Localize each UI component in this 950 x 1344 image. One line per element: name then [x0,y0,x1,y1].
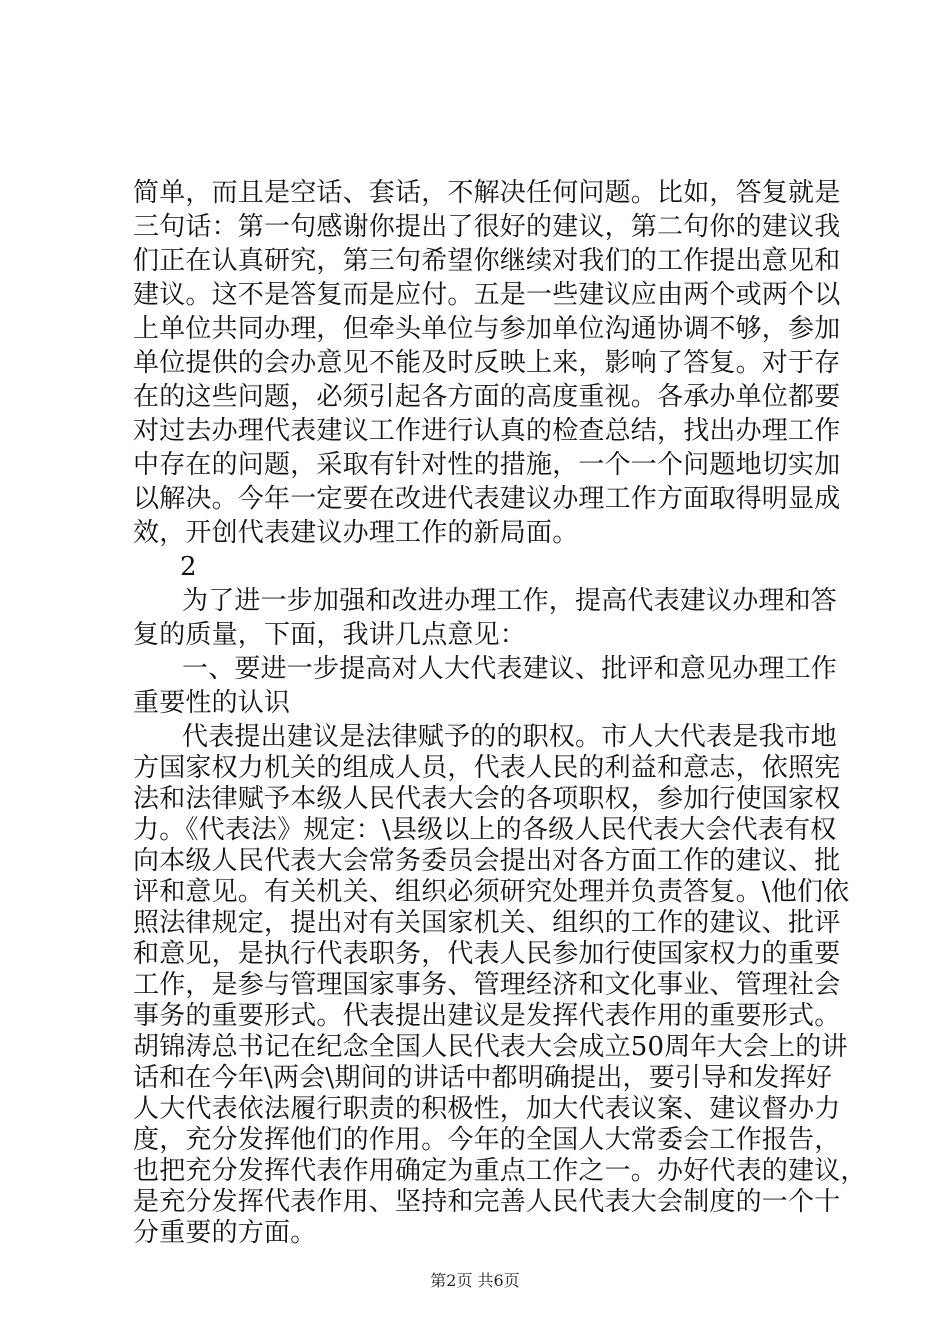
text-line: 效，开创代表建议办理工作的新局面。 [133,518,579,548]
text-line: 建议。这不是答复而是应付。五是一些建议应由两个或两个以 [133,280,841,310]
text-line: 话和在今年\两会\期间的讲话中都明确提出，要引导和发挥好 [133,1063,833,1093]
page-footer: 第2页 共6页 [430,1271,520,1290]
text-line: 评和意见。有关机关、组织必须研究处理并负责答复。\他们依 [133,877,850,907]
text-line: 也把充分发挥代表作用确定为重点工作之一。办好代表的建议， [133,1156,867,1186]
text-line: 在的这些问题，必须引起各方面的高度重视。各承办单位都要 [133,382,841,412]
text-line: 法和法律赋予本级人民代表大会的各项职权，参加行使国家权 [133,784,841,814]
text-line: 复的质量，下面，我讲几点意见： [133,620,527,650]
text-line: 方国家权力机关的组成人员，代表人民的利益和意志，依照宪 [133,753,841,783]
text-line: 人大代表依法履行职责的积极性，加大代表议案、建议督办力 [133,1094,841,1124]
text-line: 度，充分发挥他们的作用。今年的全国人大常委会工作报告， [133,1125,841,1155]
text-line: 胡锦涛总书记在纪念全国人民代表大会成立50周年大会上的讲 [133,1032,848,1062]
text-line: 照法律规定，提出对有关国家机关、组织的工作的建议、批评 [133,908,841,938]
text-line: 上单位共同办理，但牵头单位与参加单位沟通协调不够，参加 [133,314,841,344]
text-line: 代表提出建议是法律赋予的的职权。市人大代表是我市地 [182,722,838,752]
text-line: 中存在的问题，采取有针对性的措施，一个一个问题地切实加 [133,450,841,480]
text-line: 以解决。今年一定要在改进代表建议办理工作方面取得明显成 [133,484,841,514]
text-line: 力。《代表法》规定：\县级以上的各级人民代表大会代表有权 [133,815,837,845]
text-line: 简单，而且是空话、套话，不解决任何问题。比如，答复就是 [133,178,841,208]
text-line: 们正在认真研究，第三句希望你继续对我们的工作提出意见和 [133,246,841,276]
text-line: 是充分发挥代表作用、坚持和完善人民代表大会制度的一个十 [133,1187,841,1217]
text-line: 为了进一步加强和改进办理工作，提高代表建议办理和答 [182,586,838,616]
text-line: 三句话：第一句感谢你提出了很好的建议，第二句你的建议我 [133,212,841,242]
text-line: 和意见，是执行代表职务，代表人民参加行使国家权力的重要 [133,939,841,969]
section-heading: 重要性的认识 [133,688,291,718]
text-line: 分重要的方面。 [133,1218,317,1248]
text-line: 单位提供的会办意见不能及时反映上来，影响了答复。对于存 [133,348,841,378]
inline-page-number: 2 [180,552,197,582]
text-line: 对过去办理代表建议工作进行认真的检查总结，找出办理工作 [133,416,841,446]
text-line: 事务的重要形式。代表提出建议是发挥代表作用的重要形式。 [133,1001,841,1031]
section-heading: 一、要进一步提高对人大代表建议、批评和意见办理工作 [182,654,838,684]
text-line: 工作，是参与管理国家事务、管理经济和文化事业、管理社会 [133,970,841,1000]
text-line: 向本级人民代表大会常务委员会提出对各方面工作的建议、批 [133,846,841,876]
